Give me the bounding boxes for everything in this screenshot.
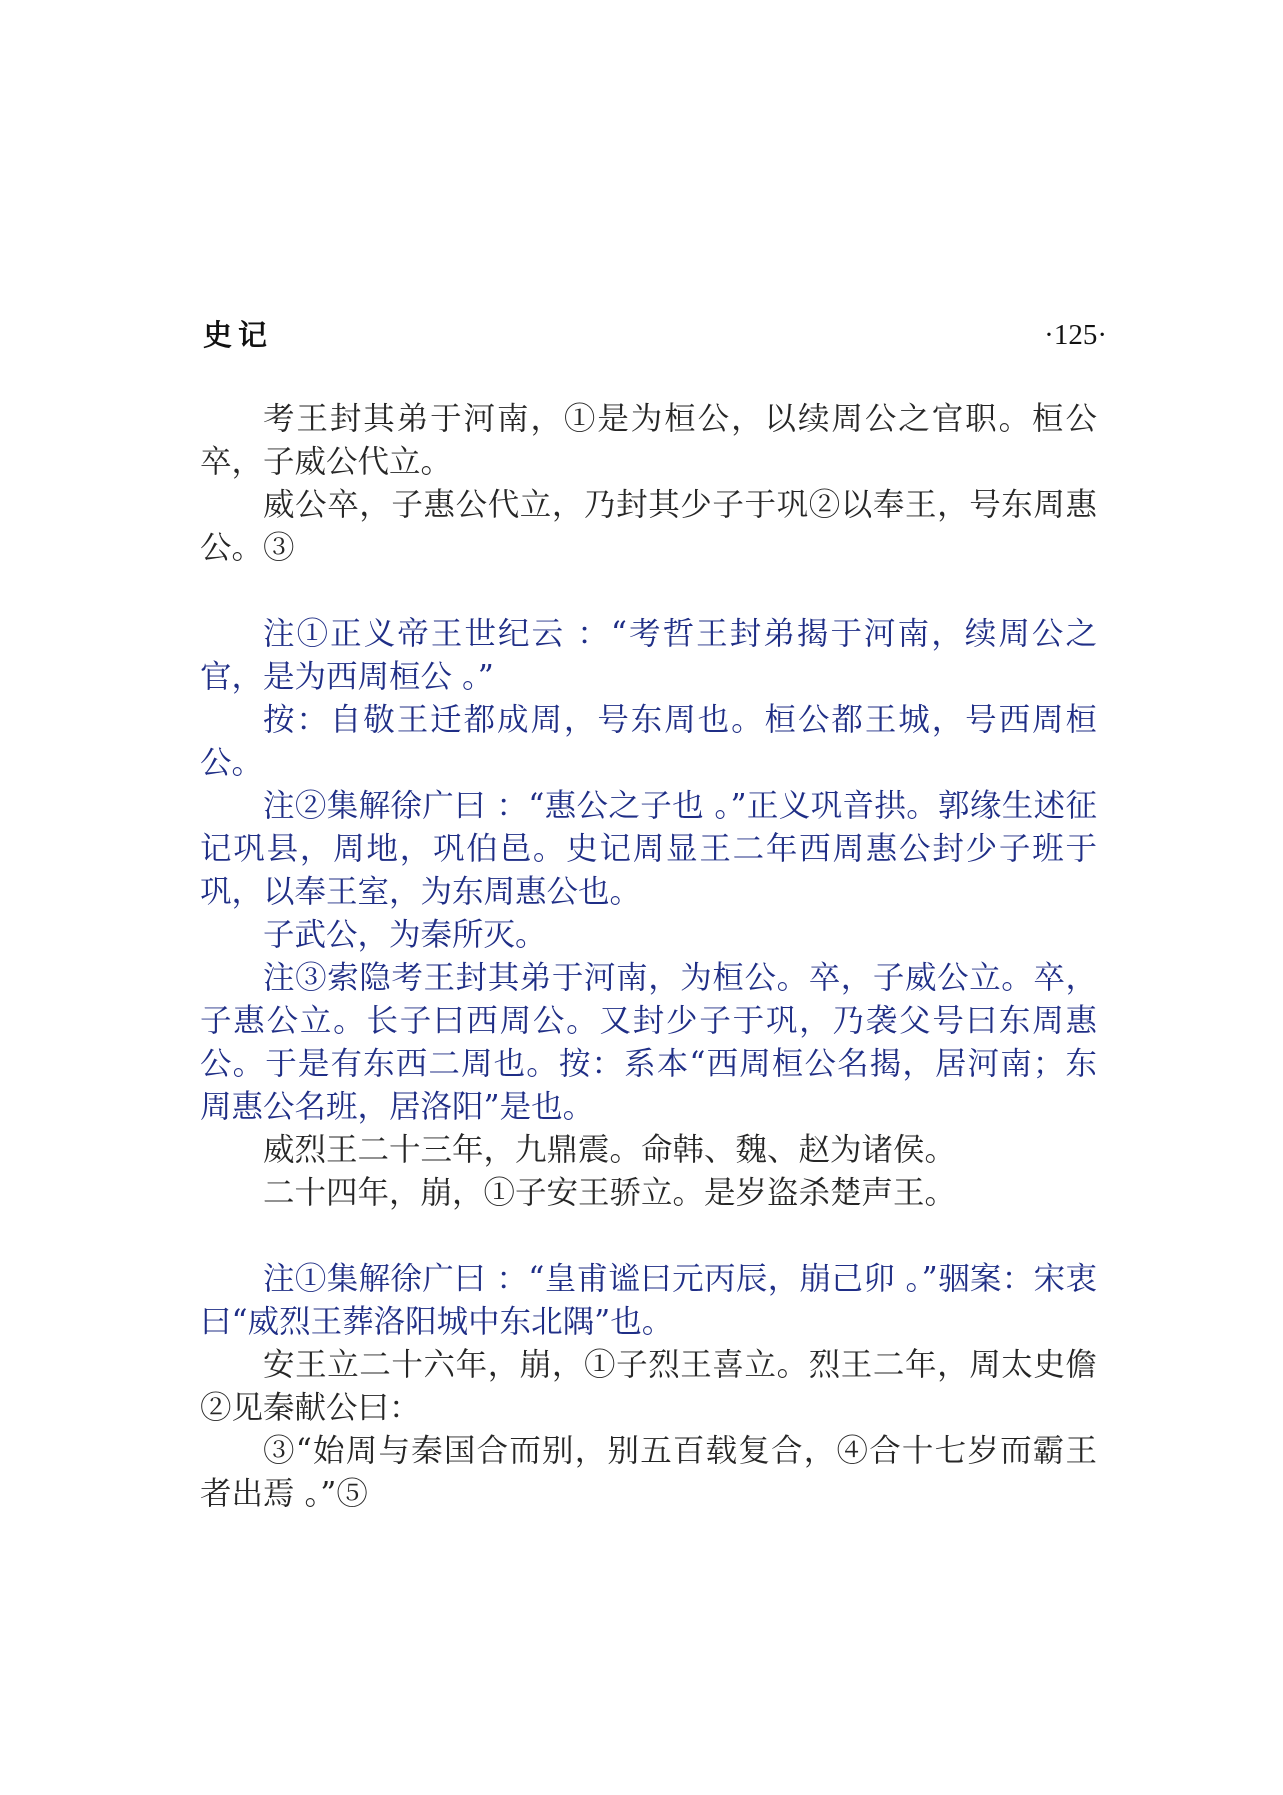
paragraph: 威烈王二十三年，九鼎震。命韩、魏、赵为诸侯。 xyxy=(263,1132,957,1168)
annotation-note: 子武公，为秦所灭。 xyxy=(263,917,547,953)
annotation-note: 按：自敬王迁都成周，号东周也。桓公都王城，号西周桓公。 xyxy=(200,702,1097,781)
annotation-note: 注①集解徐广曰 ：“皇甫谧曰元丙辰，崩己卯 。”骃案：宋衷曰“威烈王葬洛阳城中东北隅”也。 xyxy=(200,1261,1097,1340)
page-header xyxy=(0,315,1283,355)
paragraph: 考王封其弟于河南，①是为桓公，以续周公之官职。桓公卒，子威公代立。 xyxy=(200,401,1097,480)
annotation-note: 注①正义帝王世纪云 ：“考哲王封弟揭于河南，续周公之官，是为西周桓公 。” xyxy=(200,616,1097,695)
running-head: 史记 xyxy=(203,318,274,352)
paragraph: ③“始周与秦国合而别，别五百载复合，④合十七岁而霸王者出焉 。”⑤ xyxy=(200,1433,1097,1512)
paragraph: 二十四年，崩，①子安王骄立。是岁盗杀楚声王。 xyxy=(263,1175,957,1211)
paragraph: 安王立二十六年，崩，①子烈王喜立。烈王二年，周太史儋②见秦献公曰： xyxy=(200,1347,1097,1426)
annotation-note: 注②集解徐广曰 ：“惠公之子也 。”正义巩音拱。郭缘生述征记巩县，周地，巩伯邑。史记周显王二年西周惠公封少子班于巩，以奉王室，为东周惠公也。 xyxy=(200,788,1097,910)
annotation-note: 注③索隐考王封其弟于河南，为桓公。卒，子威公立。卒，子惠公立。长子曰西周公。又封少子于巩，乃袭父号曰东周惠公。于是有东西二周也。按：系本“西周桓公名揭，居河南；东周惠公名班，居洛阳”是也。 xyxy=(200,960,1097,1125)
paragraph: 威公卒，子惠公代立，乃封其少子于巩②以奉王，号东周惠公。③ xyxy=(200,487,1097,566)
text-body xyxy=(200,398,1097,1516)
page-number: ·125· xyxy=(1044,319,1107,351)
